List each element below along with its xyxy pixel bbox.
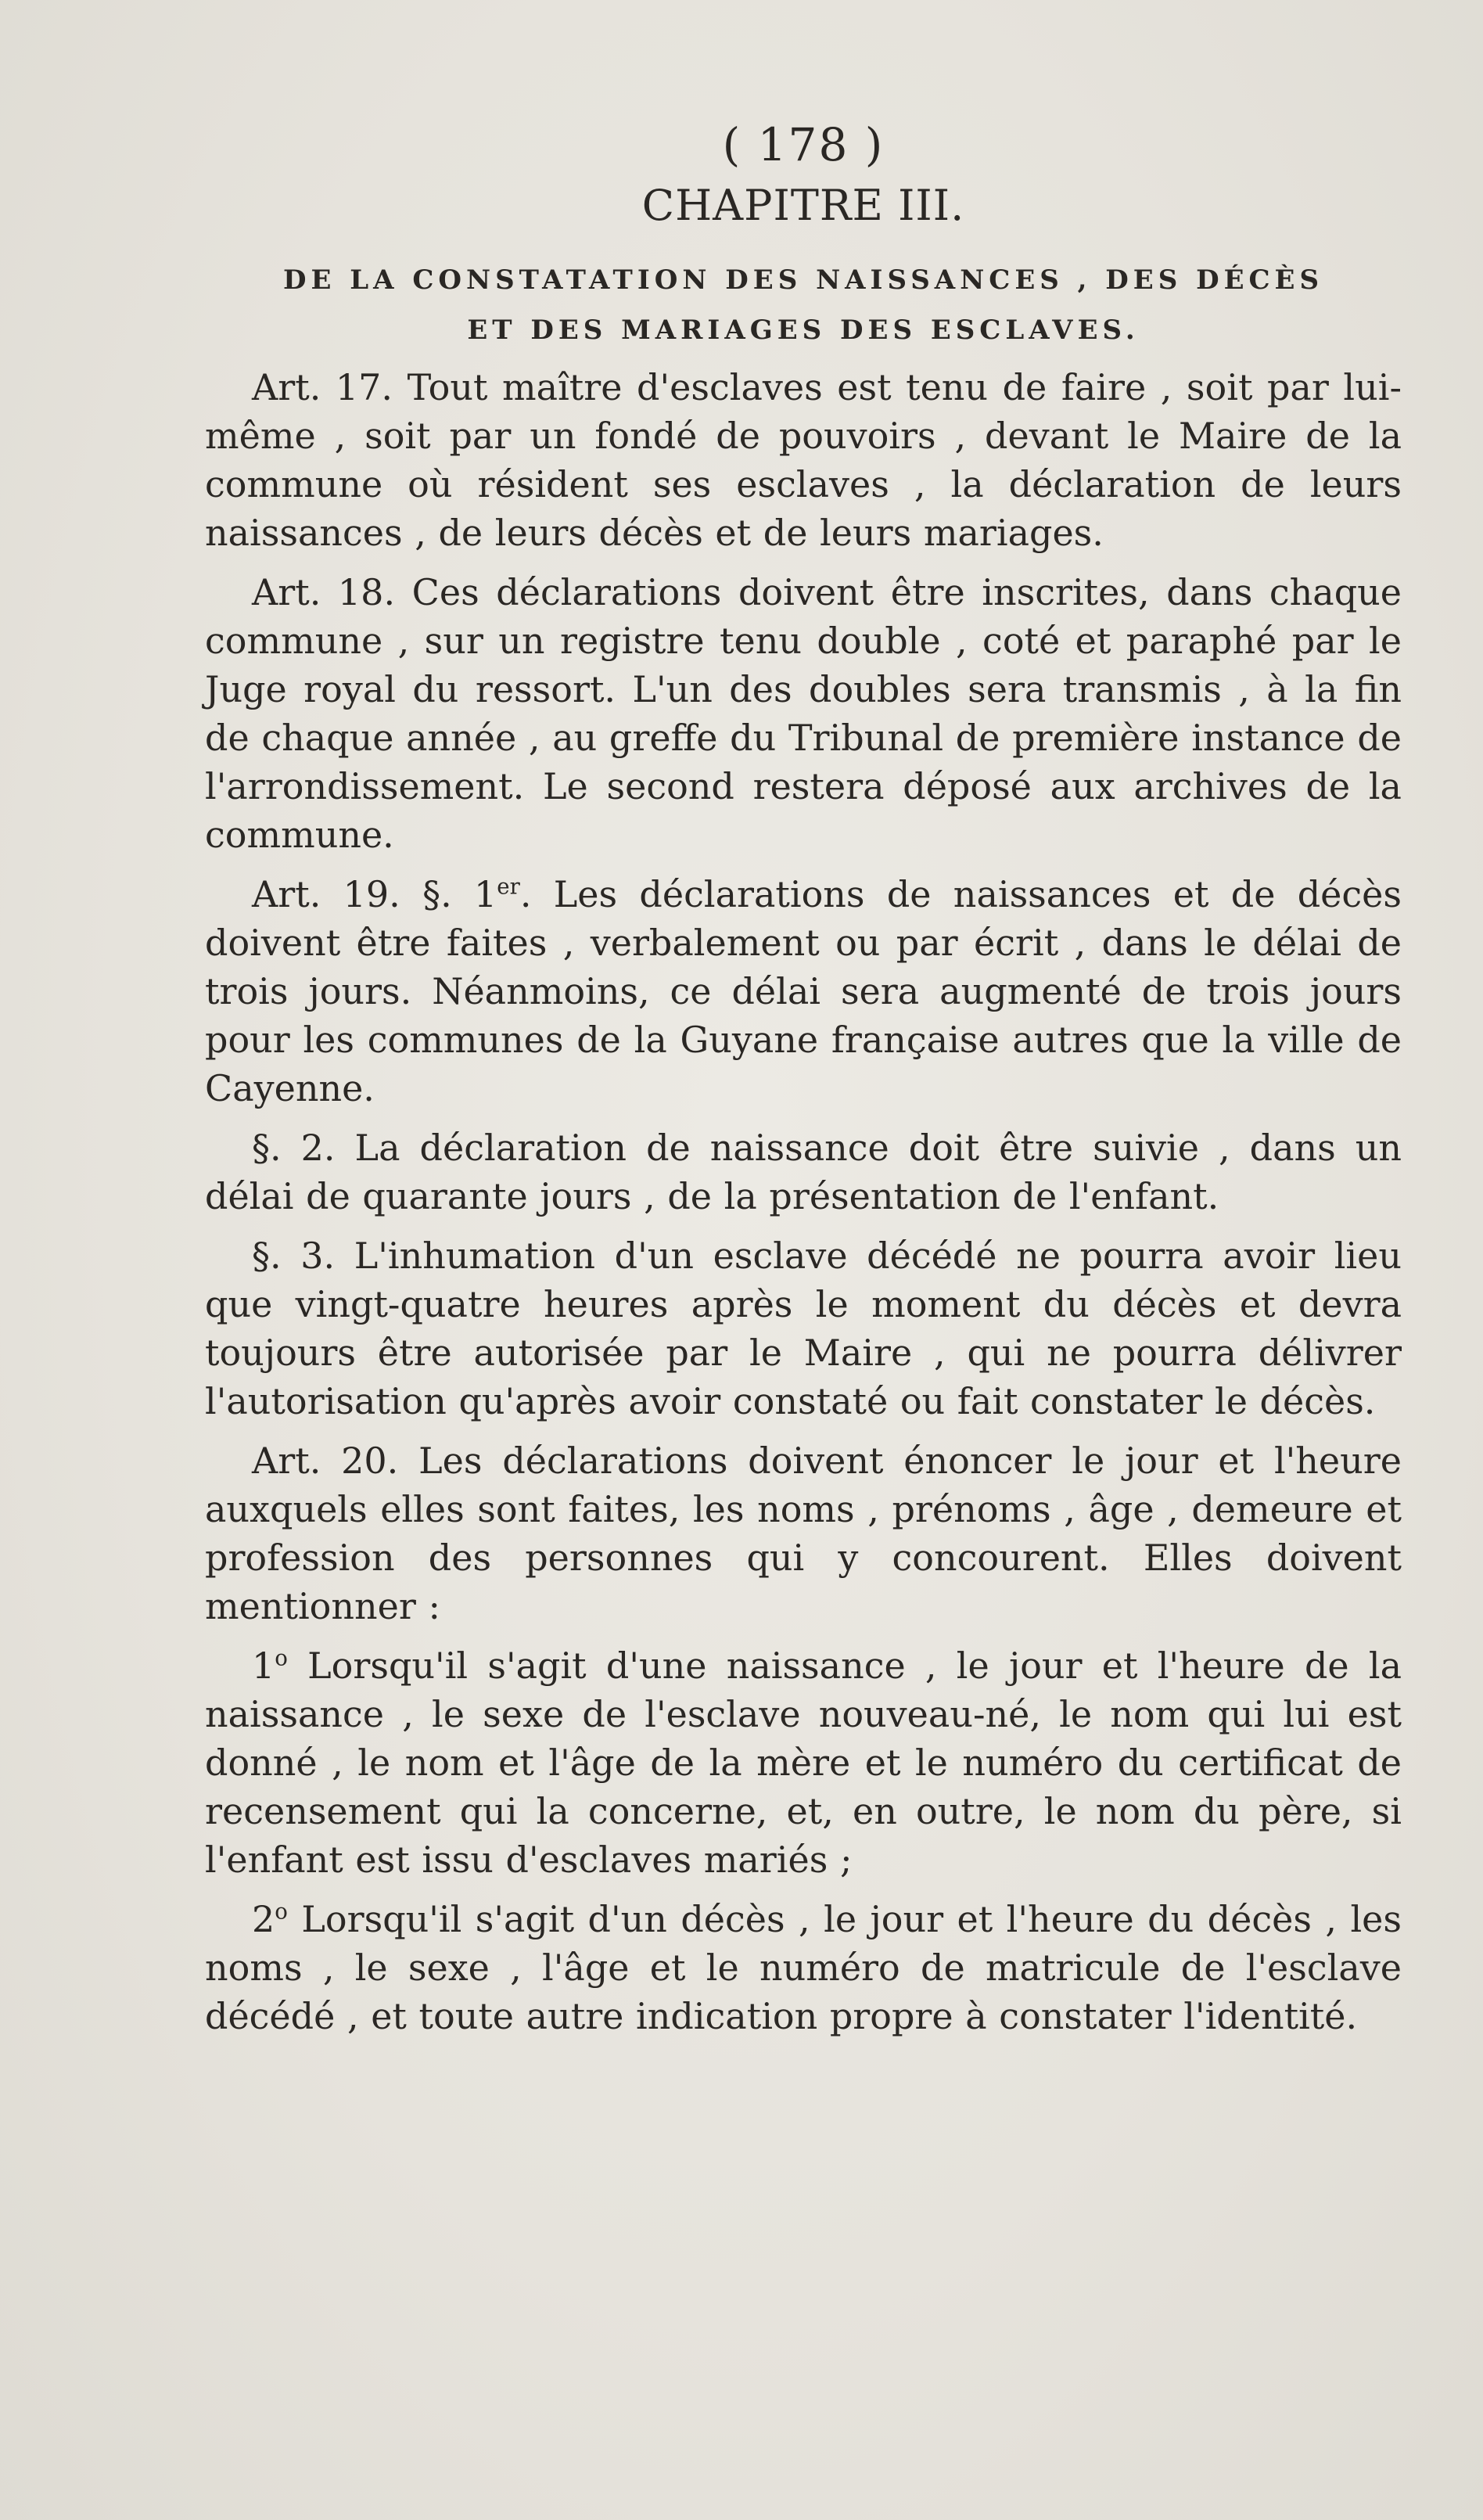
item-1-number: 1 <box>252 1645 275 1687</box>
article-19-superscript: er <box>497 873 520 900</box>
text-block <box>205 117 1402 2051</box>
article-19-section-2: §. 2. La déclaration de naissance doit être suivie , dans un délai de quarante jours , de la présentation de l'enfant. <box>205 1127 1402 1217</box>
item-1-superscript: o <box>275 1645 288 1671</box>
chapter-title: CHAPITRE III. <box>641 181 965 230</box>
page-number: ( 178 ) <box>722 118 885 171</box>
article-17: Art. 17. Tout maître d'esclaves est tenu de faire , soit par lui-même , soit par un fondé de pouvoirs , devant le Maire de la commune où résident ses esclaves , la déclaration de leurs naissances , de leurs décès et de leurs mariages. <box>205 366 1402 554</box>
item-2-superscript: o <box>275 1898 288 1925</box>
article-19-text: . Les déclarations de naissances et de décès doivent être faites , verbalement ou par écrit , dans le délai de trois jours. Néanmoins, ce délai sera augmenté de trois jours pour les communes de la Guyane française autres que la ville de Cayenne. <box>205 873 1402 1109</box>
item-2-text: Lorsqu'il s'agit d'un décès , le jour et l'heure du décès , les noms , le sexe , l'âge et le numéro de matricule de l'esclave décédé , et toute autre indication propre à constater l'identité. <box>205 1898 1402 2037</box>
item-2-number: 2 <box>252 1898 275 1940</box>
item-1-text: Lorsqu'il s'agit d'une naissance , le jour et l'heure de la naissance , le sexe de l'esclave nouveau-né, le nom qui lui est donné , le nom et l'âge de la mère et le numéro du certificat de recensement qui la concerne, et, en outre, le nom du père, si l'enfant est issu d'esclaves mariés ; <box>205 1645 1402 1881</box>
subtitle-line-2: ET DES MARIAGES DES ESCLAVES. <box>467 315 1140 346</box>
list-item-1 <box>205 1641 1402 1884</box>
article-19-prefix: Art. 19. §. 1 <box>252 873 497 915</box>
article-18: Art. 18. Ces déclarations doivent être inscrites, dans chaque commune , sur un registre tenu double , coté et paraphé par le Juge royal du ressort. L'un des doubles sera transmis , à la fin de chaque année , au greffe du Tribunal de première instance de l'arrondissement. Le second restera déposé aux archives de la commune. <box>205 571 1402 856</box>
article-19-section-3: §. 3. L'inhumation d'un esclave décédé ne pourra avoir lieu que vingt-quatre heures après le moment du décès et devra toujours être autorisée par le Maire , qui ne pourra délivrer l'autorisation qu'après avoir constaté ou fait constater le décès. <box>205 1235 1402 1422</box>
article-19-section-1 <box>205 870 1402 1113</box>
subtitle-line-1: DE LA CONSTATATION DES NAISSANCES , DES DÉCÈS <box>282 264 1324 296</box>
chapter-subtitle <box>205 255 1402 355</box>
article-20: Art. 20. Les déclarations doivent énoncer le jour et l'heure auxquels elles sont faites, les noms , prénoms , âge , demeure et profession des personnes qui y concourent. Elles doivent mentionner : <box>205 1440 1402 1627</box>
list-item-2 <box>205 1895 1402 2040</box>
